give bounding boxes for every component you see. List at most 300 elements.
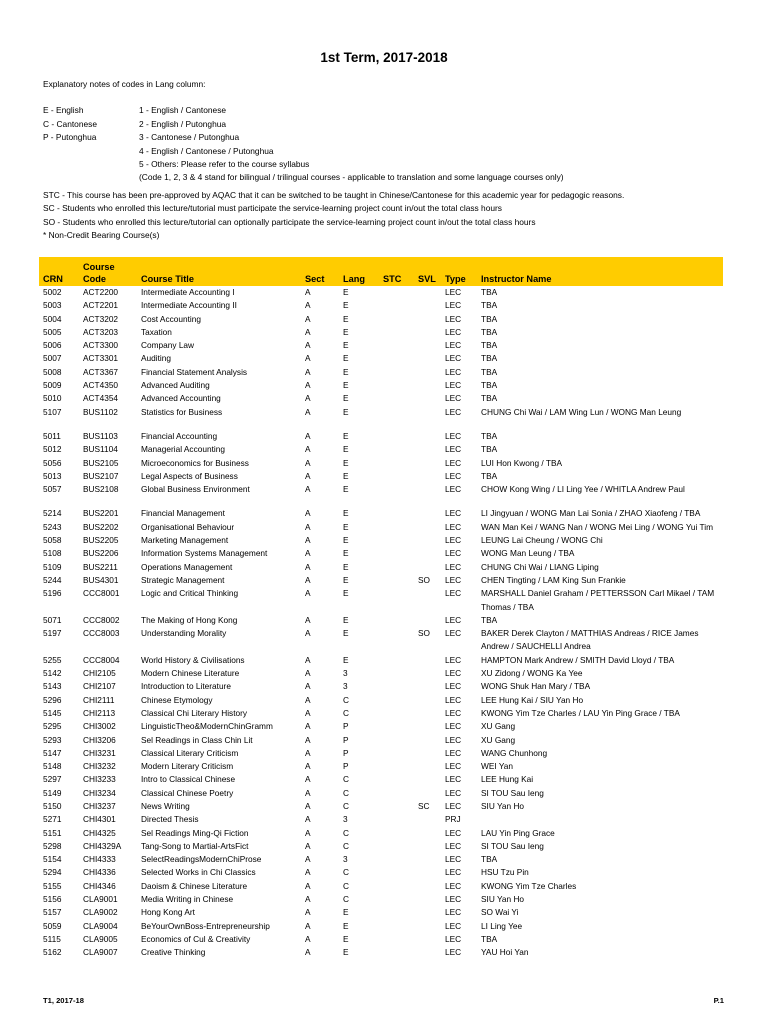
notes-heading: Explanatory notes of codes in Lang column: (43, 79, 206, 89)
table-row (39, 587, 723, 614)
table-row (39, 326, 723, 339)
cell-course-title: The Making of Hong Kong (141, 614, 238, 625)
cell-crn: 5296 (43, 694, 62, 705)
cell-svl (414, 747, 441, 760)
cell-course-code: CLA9001 (83, 894, 118, 905)
lang-code-right: 5 - Others: Please refer to the course syllabus (139, 159, 310, 170)
cell-crn: 5108 (43, 548, 62, 559)
cell-course-code: ACT3203 (83, 326, 119, 337)
cell-crn: 5057 (43, 484, 62, 495)
cell-instructor: TBA (481, 444, 498, 455)
cell-crn: 5297 (43, 774, 62, 785)
cell-crn: 5143 (43, 681, 62, 692)
cell-crn: 5150 (43, 800, 62, 811)
cell-instructor: LI Ling Yee (481, 920, 523, 931)
cell-svl (414, 720, 441, 733)
table-row (39, 906, 723, 919)
footer-page-number: P.1 (713, 996, 724, 1005)
cell-type: LEC (445, 840, 462, 851)
cell-lang: P (343, 747, 349, 758)
cell-stc (379, 326, 414, 339)
cell-svl (414, 773, 441, 786)
cell-svl (414, 760, 441, 773)
cell-crn: 5006 (43, 340, 62, 351)
cell-svl (414, 694, 441, 707)
cell-svl (414, 853, 441, 866)
cell-type: LEC (445, 380, 462, 391)
table-row (39, 534, 723, 547)
table-row (39, 707, 723, 720)
cell-lang: E (343, 430, 349, 441)
cell-lang: C (343, 840, 349, 851)
cell-type: LEC (445, 654, 462, 665)
table-row (39, 614, 723, 627)
cell-course-title: Marketing Management (141, 535, 229, 546)
cell-crn: 5005 (43, 326, 62, 337)
cell-instructor: TBA (481, 353, 498, 364)
cell-svl (414, 470, 441, 483)
cell-type: LEC (445, 854, 462, 865)
cell-instructor: TBA (481, 854, 498, 865)
cell-svl (414, 339, 441, 352)
cell-course-title: Classical Literary Criticism (141, 747, 239, 758)
table-row (39, 286, 723, 299)
cell-sect: A (305, 854, 311, 865)
cell-lang: E (343, 628, 349, 639)
cell-svl (414, 840, 441, 853)
cell-type: LEC (445, 933, 462, 944)
cell-crn: 5155 (43, 880, 62, 891)
cell-type: LEC (445, 827, 462, 838)
cell-svl (414, 614, 441, 627)
cell-stc (379, 587, 414, 614)
cell-course-title: Economics of Cul & Creativity (141, 933, 251, 944)
cell-stc (379, 853, 414, 866)
cell-instructor: TBA (481, 933, 498, 944)
cell-type: LEC (445, 457, 462, 468)
cell-course-code: CHI2107 (83, 681, 116, 692)
cell-course-code: BUS2202 (83, 521, 119, 532)
cell-instructor: TBA (481, 430, 498, 441)
cell-course-code: ACT2201 (83, 300, 119, 311)
cell-sect: A (305, 614, 311, 625)
lang-codes-list (43, 104, 743, 184)
cell-stc (379, 561, 414, 574)
cell-stc (379, 507, 414, 520)
cell-svl (414, 547, 441, 560)
cell-type: LEC (445, 747, 462, 758)
cell-stc (379, 787, 414, 800)
cell-lang: P (343, 761, 349, 772)
header-type: Type (441, 257, 477, 286)
cell-crn: 5244 (43, 574, 62, 585)
cell-sect: A (305, 814, 311, 825)
cell-type: LEC (445, 535, 462, 546)
cell-stc (379, 933, 414, 946)
cell-lang: C (343, 707, 349, 718)
cell-course-code: BUS2206 (83, 548, 119, 559)
cell-course-code: CHI2113 (83, 707, 116, 718)
table-row (39, 406, 723, 419)
cell-lang: E (343, 353, 349, 364)
cell-svl (414, 286, 441, 299)
cell-svl (414, 406, 441, 419)
cell-instructor: CHUNG Chi Wai / LAM Wing Lun / WONG Man Leung (481, 406, 682, 417)
cell-course-title: Financial Accounting (141, 430, 218, 441)
cell-lang: E (343, 508, 349, 519)
table-row (39, 470, 723, 483)
cell-sect: A (305, 366, 311, 377)
cell-instructor: WONG Man Leung / TBA (481, 548, 575, 559)
cell-svl (414, 880, 441, 893)
cell-instructor: TBA (481, 287, 498, 297)
cell-sect: A (305, 406, 311, 417)
cell-stc (379, 352, 414, 365)
table-row (39, 840, 723, 853)
cell-type: LEC (445, 707, 462, 718)
cell-course-code: BUS2108 (83, 484, 119, 495)
cell-stc (379, 521, 414, 534)
lang-code-row (43, 171, 743, 184)
cell-stc (379, 827, 414, 840)
cell-crn: 5059 (43, 920, 62, 931)
cell-stc (379, 813, 414, 826)
cell-lang: E (343, 340, 349, 351)
cell-sect: A (305, 774, 311, 785)
cell-lang: E (343, 574, 349, 585)
cell-course-code: BUS4301 (83, 574, 119, 585)
cell-crn: 5243 (43, 521, 62, 532)
cell-type: LEC (445, 406, 462, 417)
cell-stc (379, 366, 414, 379)
cell-course-title: Chinese Etymology (141, 694, 213, 705)
cell-crn: 5008 (43, 366, 62, 377)
table-row (39, 379, 723, 392)
table-row (39, 561, 723, 574)
cell-instructor: TBA (481, 326, 498, 337)
table-row (39, 443, 723, 456)
cell-sect: A (305, 827, 311, 838)
header-course-code: Course Code (79, 257, 137, 286)
cell-svl (414, 667, 441, 680)
cell-sect: A (305, 535, 311, 546)
cell-type: LEC (445, 574, 462, 585)
cell-sect: A (305, 920, 311, 931)
cell-crn: 5009 (43, 380, 62, 391)
cell-lang: 3 (343, 668, 348, 679)
cell-type: LEC (445, 628, 462, 639)
table-row (39, 747, 723, 760)
cell-lang: E (343, 561, 349, 572)
lang-code-row (43, 145, 743, 158)
cell-crn: 5109 (43, 561, 62, 572)
cell-course-title: Microeconomics for Business (141, 457, 249, 468)
cell-course-title: Cost Accounting (141, 313, 201, 324)
cell-type: LEC (445, 508, 462, 519)
cell-svl (414, 933, 441, 946)
cell-stc (379, 667, 414, 680)
cell-lang: C (343, 694, 349, 705)
cell-instructor: TBA (481, 393, 498, 404)
cell-sect: A (305, 588, 311, 599)
cell-course-code: BUS2201 (83, 508, 119, 519)
cell-instructor: LEUNG Lai Cheung / WONG Chi (481, 535, 603, 546)
cell-course-title: Creative Thinking (141, 947, 206, 958)
cell-lang: E (343, 907, 349, 918)
cell-crn: 5010 (43, 393, 62, 404)
cell-course-code: CHI4336 (83, 867, 116, 878)
cell-type: LEC (445, 444, 462, 455)
cell-type: LEC (445, 393, 462, 404)
cell-course-title: Managerial Accounting (141, 444, 225, 455)
cell-course-title: Advanced Auditing (141, 380, 210, 391)
cell-course-code: BUS1103 (83, 430, 118, 441)
cell-course-code: ACT4350 (83, 380, 119, 391)
cell-course-code: CCC8001 (83, 588, 120, 599)
cell-crn: 5011 (43, 430, 61, 441)
cell-instructor: SIU Yan Ho (481, 894, 525, 905)
header-svl: SVL (414, 257, 441, 286)
cell-course-title: Understanding Morality (141, 628, 227, 639)
cell-course-title: Tang-Song to Martial-ArtsFict (141, 840, 249, 851)
cell-sect: A (305, 933, 311, 944)
cell-crn: 5148 (43, 761, 62, 772)
cell-stc (379, 694, 414, 707)
cell-course-title: Directed Thesis (141, 814, 199, 825)
cell-course-code: ACT2200 (83, 287, 119, 297)
table-row (39, 827, 723, 840)
cell-course-title: Selected Works in Chi Classics (141, 867, 256, 878)
cell-sect: A (305, 508, 311, 519)
cell-sect: A (305, 287, 311, 297)
cell-instructor: TBA (481, 614, 498, 625)
cell-type: LEC (445, 430, 462, 441)
cell-lang: E (343, 920, 349, 931)
cell-stc (379, 946, 414, 959)
course-table (39, 257, 723, 960)
cell-stc (379, 906, 414, 919)
cell-stc (379, 574, 414, 587)
cell-crn: 5004 (43, 313, 62, 324)
cell-course-title: SelectReadingsModernChiProse (141, 854, 262, 865)
cell-sect: A (305, 340, 311, 351)
cell-type: LEC (445, 548, 462, 559)
cell-lang: E (343, 548, 349, 559)
cell-instructor: SIU Yan Ho (481, 800, 525, 811)
table-row (39, 366, 723, 379)
cell-svl (414, 366, 441, 379)
cell-course-code: CHI4325 (83, 827, 116, 838)
cell-stc (379, 547, 414, 560)
lang-code-row (43, 131, 743, 144)
cell-instructor: CHEN Tingting / LAM King Sun Frankie (481, 574, 626, 585)
sc-note: SC - Students who enrolled this lecture/tutorial must participate the service-learning project count in/out the total class hours (43, 203, 502, 214)
table-row (39, 574, 723, 587)
cell-stc (379, 893, 414, 906)
cell-lang: E (343, 287, 349, 297)
cell-svl (414, 507, 441, 520)
cell-stc (379, 614, 414, 627)
cell-crn: 5147 (43, 747, 62, 758)
cell-stc (379, 866, 414, 879)
cell-svl (414, 352, 441, 365)
cell-stc (379, 680, 414, 693)
lang-code-left (43, 158, 139, 171)
cell-stc (379, 430, 414, 443)
cell-svl (414, 587, 441, 614)
cell-crn: 5013 (43, 470, 62, 481)
cell-lang: C (343, 867, 349, 878)
cell-stc (379, 470, 414, 483)
table-row (39, 521, 723, 534)
cell-type: LEC (445, 300, 462, 311)
cell-type: LEC (445, 470, 462, 481)
cell-stc (379, 392, 414, 405)
cell-sect: A (305, 721, 311, 732)
header-course-title: Course Title (137, 257, 301, 286)
cell-type: LEC (445, 614, 462, 625)
lang-code-row (43, 104, 743, 117)
table-row (39, 880, 723, 893)
cell-instructor: LEE Hung Kai (481, 774, 534, 785)
cell-stc (379, 286, 414, 299)
cell-svl (414, 430, 441, 443)
cell-instructor: KWONG Yim Tze Charles (481, 880, 577, 891)
cell-type: LEC (445, 340, 462, 351)
cell-type: LEC (445, 668, 462, 679)
cell-sect: A (305, 867, 311, 878)
cell-sect: A (305, 654, 311, 665)
cell-course-code: CCC8004 (83, 654, 120, 665)
cell-sect: A (305, 300, 311, 311)
cell-instructor: LUI Hon Kwong / TBA (481, 457, 563, 468)
cell-crn: 5002 (43, 287, 62, 297)
cell-stc (379, 760, 414, 773)
cell-stc (379, 299, 414, 312)
cell-instructor: XU Gang (481, 734, 516, 745)
cell-course-title: Modern Literary Criticism (141, 761, 234, 772)
cell-lang: C (343, 787, 349, 798)
footer-term: T1, 2017-18 (43, 996, 84, 1005)
cell-crn: 5295 (43, 721, 62, 732)
cell-sect: A (305, 840, 311, 851)
cell-sect: A (305, 574, 311, 585)
cell-svl (414, 443, 441, 456)
spacer-cell (39, 496, 723, 507)
cell-course-code: BUS2107 (83, 470, 119, 481)
cell-sect: A (305, 694, 311, 705)
cell-stc (379, 654, 414, 667)
cell-crn: 5012 (43, 444, 62, 455)
cell-course-code: CHI3237 (83, 800, 116, 811)
cell-stc (379, 707, 414, 720)
cell-course-title: Financial Statement Analysis (141, 366, 248, 377)
cell-instructor: SI TOU Sau Ieng (481, 787, 544, 798)
cell-course-title: Introduction to Literature (141, 681, 231, 692)
cell-course-title: Hong Kong Art (141, 907, 195, 918)
table-row (39, 547, 723, 560)
cell-course-code: CHI4301 (83, 814, 116, 825)
cell-type: LEC (445, 774, 462, 785)
cell-crn: 5197 (43, 628, 62, 639)
cell-course-title: World History & Civilisations (141, 654, 245, 665)
cell-type: LEC (445, 326, 462, 337)
cell-type: PRJ (445, 814, 461, 825)
table-row (39, 920, 723, 933)
cell-instructor: CHOW Kong Wing / LI Ling Yee / WHITLA Andrew Paul (481, 484, 685, 495)
cell-instructor: WANG Chunhong (481, 747, 548, 758)
cell-instructor: TBA (481, 380, 498, 391)
cell-instructor: TBA (481, 300, 498, 311)
cell-lang: E (343, 313, 349, 324)
cell-svl (414, 787, 441, 800)
cell-stc (379, 443, 414, 456)
cell-stc (379, 840, 414, 853)
cell-stc (379, 747, 414, 760)
cell-course-code: ACT3300 (83, 340, 119, 351)
table-row (39, 667, 723, 680)
cell-instructor (477, 813, 723, 826)
cell-svl (414, 534, 441, 547)
cell-svl (414, 392, 441, 405)
cell-crn: 5214 (43, 508, 62, 519)
cell-svl (414, 893, 441, 906)
header-sect: Sect (301, 257, 339, 286)
cell-sect: A (305, 707, 311, 718)
cell-sect: A (305, 444, 311, 455)
cell-instructor: LAU Yin Ping Grace (481, 827, 555, 838)
cell-course-title: LinguisticTheo&ModernChinGramm (141, 721, 273, 732)
cell-svl (414, 379, 441, 392)
course-table-body (39, 286, 723, 960)
cell-stc (379, 773, 414, 786)
cell-crn: 5271 (43, 814, 62, 825)
table-row (39, 507, 723, 520)
cell-sect: A (305, 907, 311, 918)
cell-crn: 5056 (43, 457, 62, 468)
cell-lang: 3 (343, 681, 348, 692)
cell-type: LEC (445, 894, 462, 905)
cell-instructor: SI TOU Sau Ieng (481, 840, 544, 851)
cell-course-title: Sel Readings Ming-Qi Fiction (141, 827, 249, 838)
cell-type: LEC (445, 761, 462, 772)
cell-svl (414, 654, 441, 667)
cell-stc (379, 627, 414, 654)
cell-crn: 5255 (43, 654, 62, 665)
table-row (39, 680, 723, 693)
cell-lang: E (343, 470, 349, 481)
cell-sect: A (305, 947, 311, 958)
cell-stc (379, 720, 414, 733)
cell-stc (379, 313, 414, 326)
cell-type: LEC (445, 353, 462, 364)
table-header-row (39, 257, 723, 286)
lang-code-left: P - Putonghua (43, 132, 97, 143)
cell-crn: 5145 (43, 707, 62, 718)
cell-sect: A (305, 561, 311, 572)
lang-code-left (43, 145, 139, 158)
cell-type: LEC (445, 867, 462, 878)
cell-instructor: WONG Shuk Han Mary / TBA (481, 681, 591, 692)
cell-type: LEC (445, 800, 462, 811)
cell-svl (414, 326, 441, 339)
cell-course-code: BUS2211 (83, 561, 118, 572)
cell-instructor: HSU Tzu Pin (481, 867, 529, 878)
cell-sect: A (305, 326, 311, 337)
cell-instructor: WAN Man Kei / WANG Nan / WONG Mei Ling / WONG Yui Tim (481, 521, 714, 532)
cell-lang: E (343, 393, 349, 404)
cell-lang: C (343, 800, 349, 811)
